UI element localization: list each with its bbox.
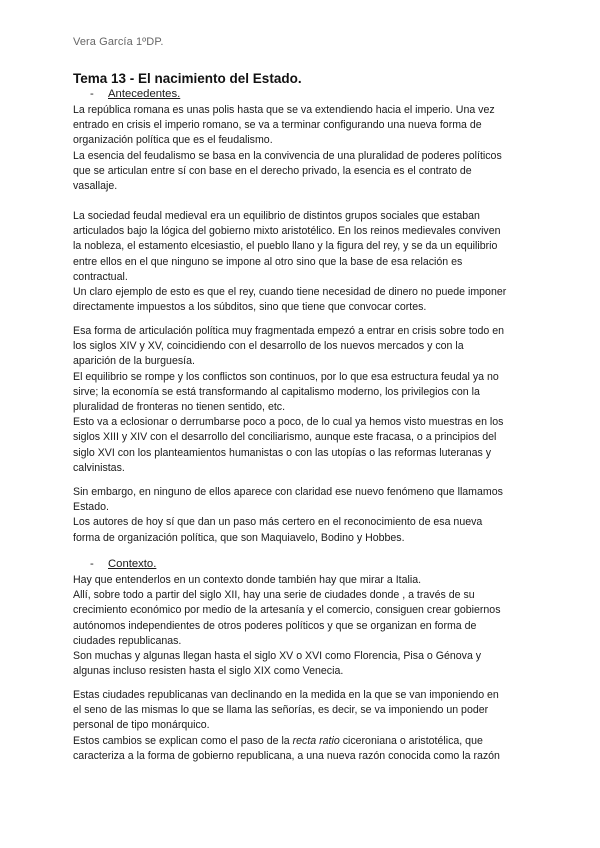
text-line: crecimiento económico por medio de la artesanía y el comercio, consiguen crear gobiernos — [73, 604, 501, 617]
text-line: siglos XIII y XIV con el desarrollo del conciliarismo, aunque este fracasa, o a principios del — [73, 431, 497, 444]
paragraph-contexto-2 — [73, 688, 535, 764]
text-line: Los autores de hoy sí que dan un paso más certero en el reconocimiento de esa nueva — [73, 516, 483, 529]
paragraph-antecedentes-1 — [73, 103, 535, 194]
bullet-dash: - — [90, 88, 94, 100]
text-line: Un claro ejemplo de esto es que el rey, cuando tiene necesidad de dinero no puede imponer — [73, 286, 507, 299]
text-line: Allí, sobre todo a partir del siglo XII, hay una serie de ciudades donde , a través de su — [73, 589, 475, 602]
text-line: organización política que es el feudalismo. — [73, 134, 273, 147]
text-line: sirve; la economía se está transformando al capitalismo moderno, los privilegios con la — [73, 385, 480, 398]
text-segment: Estos cambios se explican como el paso de la — [73, 734, 293, 747]
text-line: caracteriza a la forma de gobierno republicana, a una nueva razón conocida como la razón — [73, 749, 500, 762]
section-heading-label: Contexto. — [108, 558, 157, 570]
text-line: Estas ciudades republicanas van declinando en la medida en la que se van imponiendo en — [73, 689, 499, 701]
text-line: Son muchas y algunas llegan hasta el siglo XV o XVI como Florencia, Pisa o Génova y — [73, 650, 482, 663]
text-line: directamente impuestos a los súbditos, sino que tiene que convocar cortes. — [73, 301, 427, 314]
paragraph-antecedentes-4 — [73, 485, 535, 546]
text-line: personal de tipo monárquico. — [73, 719, 210, 732]
text-line: La sociedad feudal medieval era un equilibrio de distintos grupos sociales que estaban — [73, 210, 480, 222]
text-line: entrado en crisis el imperio romano, se va a terminar configurando una nueva forma de — [73, 119, 482, 132]
text-line: autónomos independientes de otros poderes políticos y que se organizan en forma de — [73, 619, 477, 632]
text-line: siglo XVI con los planteamientos humanistas o con las utopías o las reformas luteranas y — [73, 446, 492, 459]
section-heading-contexto — [90, 558, 156, 570]
document-title: Tema 13 - El nacimiento del Estado. — [73, 71, 302, 86]
bullet-dash: - — [90, 558, 94, 570]
paragraph-antecedentes-2 — [73, 209, 535, 315]
text-line: Estado. — [73, 501, 109, 514]
paragraph-contexto-1 — [73, 573, 535, 679]
text-line: La esencia del feudalismo se basa en la convivencia de una pluralidad de poderes políticos — [73, 149, 502, 162]
text-segment: ciceroniana o aristotélica, que — [339, 734, 483, 747]
text-line: vasallaje. — [73, 180, 118, 193]
section-heading-label: Antecedentes. — [108, 88, 181, 100]
text-line: pluralidad de fronteras no tienen sentido, etc. — [73, 401, 286, 414]
text-line: la nobleza, el estamento elcesiastio, el pueblo llano y la figura del rey, y se da un equilibrio — [73, 240, 498, 253]
text-line: Esa forma de articulación política muy fragmentada empezó a entrar en crisis sobre todo en — [73, 325, 505, 337]
text-line: articulados bajo la lógica del gobierno mixto aristotélico. En los reinos medievales conviven — [73, 225, 501, 238]
text-line: contractual. — [73, 270, 128, 283]
text-line: el seno de las mismas lo que se llama las señorías, es decir, se va imponiendo un poder — [73, 704, 489, 717]
text-line: Esto va a eclosionar o derrumbarse poco a poco, de lo cual ya hemos visto muestras en los — [73, 416, 504, 429]
section-heading-antecedentes — [90, 88, 180, 100]
document-header-author: Vera García 1ºDP. — [73, 36, 164, 48]
text-line: algunas incluso resisten hasta el siglo XIX como Venecia. — [73, 665, 344, 678]
text-line: los siglos XIV y XV, coincidiendo con el desarrollo de los nuevos mercados y con la — [73, 340, 464, 353]
text-line: calvinistas. — [73, 461, 125, 474]
text-line-with-italic — [73, 734, 535, 749]
text-line: entre ellos en el que ninguno se impone al otro sino que la base de esa relación es — [73, 255, 463, 268]
paragraph-antecedentes-3 — [73, 324, 535, 476]
text-line: El equilibrio se rompe y los conflictos son continuos, por lo que esa estructura feudal ya no — [73, 370, 499, 383]
text-line: Hay que entenderlos en un contexto donde también hay que mirar a Italia. — [73, 574, 422, 586]
text-line: ciudades republicanas. — [73, 634, 182, 647]
text-line: aparición de la burguesía. — [73, 355, 195, 368]
italic-term-recta-ratio: recta ratio — [292, 734, 340, 747]
text-line: La república romana es unas polis hasta que se va extendiendo hacia el imperio. Una vez — [73, 104, 495, 116]
text-line: que se articulan entre sí con base en el derecho privado, la esencia es el contrato de — [73, 164, 472, 177]
text-line: forma de organización política, que son Maquiavelo, Bodino y Hobbes. — [73, 531, 405, 544]
text-line: Sin embargo, en ninguno de ellos aparece con claridad ese nuevo fenómeno que llamamos — [73, 486, 503, 498]
